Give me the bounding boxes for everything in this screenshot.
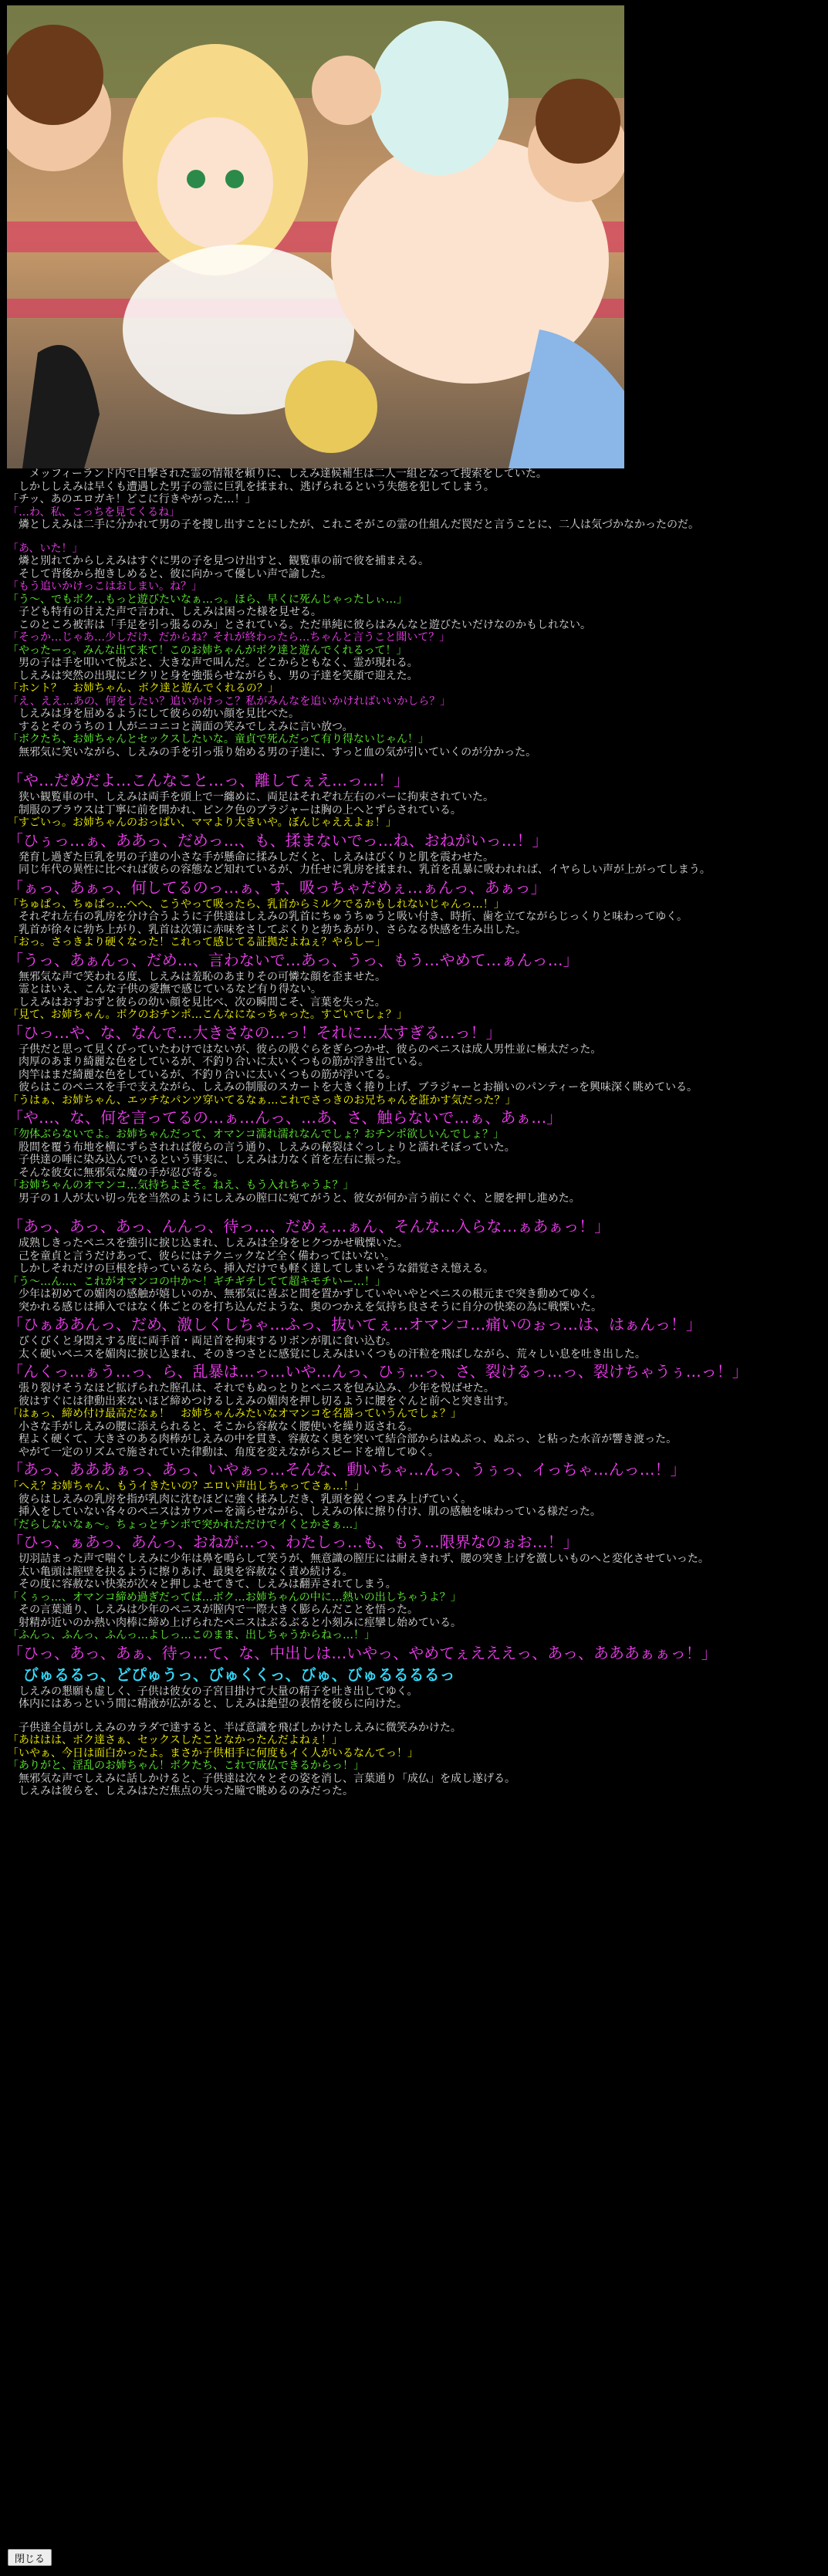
story-line: しえみの懇願も虚しく、子供は彼女の子宮目掛けて大量の精子を吐き出してゆく。 [8, 1685, 418, 1698]
story-line: 「ひぁああんっ、だめ、激しくしちゃ…ふっ、抜いてぇ…オマンコ…痛いのぉっ…は、はぁんっ！」 [8, 1315, 701, 1334]
story-line: 「あっ、あああぁっ、あっ、いやぁっ…そんな、動いちゃ…んっ、うぅっ、イっちゃ…んっ…！」 [8, 1460, 686, 1479]
story-line: 「だらしないなぁ～。ちょっとチンポで突かれただけでイくとかさぁ…」 [8, 1518, 364, 1531]
story-line: 子供だと思って見くびっていたわけではないが、彼らの股ぐらをぎらつかせ、彼らのペニスは成人男性並に極太だった。 [8, 1043, 602, 1056]
story-line: 「ひぅっ…ぁ、ああっ、だめっ…、も、揉まないでっ…ね、おねがいっ…！」 [8, 830, 548, 850]
story-line: 己を童貞と言うだけあって、彼らにはテクニックなど全く備わってはいない。 [8, 1249, 396, 1263]
story-line: しえみは彼らを、しえみはただ焦点の失った瞳で眺めるのみだった。 [8, 1785, 353, 1797]
story-line: 「おっ。さっきより硬くなった！これって感じてる証拠だよねぇ？やらしー」 [8, 936, 386, 948]
story-line: 「や…、な、何を言ってるの…ぁ…んっ、…あ、さ、触らないで…ぁ、あぁ…」 [8, 1108, 563, 1127]
story-line: 肉厚のあまり綺麗な色をしているが、不釣り合いに太いくつもの筋が浮き出ている。 [8, 1056, 429, 1068]
story-line: 子供達全員がしえみのカラダで達すると、半ば意識を飛ばしかけたしえみに微笑みかけた。 [8, 1721, 461, 1734]
story-line: そんな彼女に無邪気な魔の手が忍び寄る。 [8, 1166, 224, 1179]
story-line: 「へえ？お姉ちゃん、もうイきたいの？エロい声出しちゃってさぁ…！」 [8, 1480, 365, 1493]
story-line: 燐としえみは二手に分かれて男の子を捜し出すことにしたが、これこそがこの霊の仕組んだ罠だと言うことに、二人は気づかなかったのだ。 [8, 519, 699, 531]
story-line: 「そっか…じゃあ…少しだけ、だからね？それが終わったら…ちゃんと言うこと聞いて？」 [8, 631, 451, 644]
story-line: 男子の１人が太い切っ先を当然のようにしえみの膣口に宛てがうと、彼女が何か言う前にぐぐ、と腰を押し進めた。 [8, 1192, 580, 1205]
story-line: しえみは突然の出現にビクリと身を強張らせながらも、男の子達を笑顔で迎えた。 [8, 669, 418, 682]
story-line: しえみはおずおずと彼らの幼い顔を見比べ、次の瞬間こそ、言葉を失った。 [8, 996, 386, 1009]
story-line: 狭い観覧車の中、しえみは両手を頭上で一纏めに、両足はそれぞれ左右のバーに拘束されていた。 [8, 791, 494, 803]
story-text [8, 468, 822, 1798]
story-line: 太い亀頭は膣壁を抉るように擦りあげ、最奥を容赦なく責め続ける。 [8, 1565, 353, 1578]
story-line: 突かれる感じは挿入ではなく体ごとのを打ち込んだような、奥のつかえを気持ち良さそうに自分の快楽の為に戦慄いた。 [8, 1300, 602, 1313]
story-line: 「お姉ちゃんのオマンコ…気持ちよさそ。ねえ、もう入れちゃうよ？」 [8, 1179, 354, 1192]
paragraph-gap [8, 759, 822, 769]
story-line: 「見て、お姉ちゃん。ボクのおチンポ…こんなになっちゃった。すごいでしょ？」 [8, 1009, 407, 1021]
paragraph-gap [8, 1205, 822, 1215]
story-line: 子ども特有の甘えた声で言われ、しえみは困った様を見せる。 [8, 606, 322, 618]
story-line: 「すごいっ。お姉ちゃんのおっぱい、ママより大きいや。ぼんじゃええよぉ！」 [8, 816, 397, 829]
story-line: 「ふんっ、ふんっ、ふんっ…よしっ…このまま、出しちゃうからねっ…！」 [8, 1629, 375, 1641]
story-line: 「…わ、私、こっちを見てくるね」 [8, 505, 181, 519]
story-line: しかししえみは早くも遭遇した男子の霊に巨乳を揉まれ、逃げられるという失態を犯してしまう。 [8, 480, 495, 493]
story-line: 「ぁっ、あぁっ、何してるのっ…ぁ、す、吸っちゃだめぇ…ぁんっ、あぁっ」 [8, 877, 546, 897]
story-line: 「やったーっ。みんな出て来て！このお姉ちゃんがボク達と遊んでくれるって！」 [8, 644, 407, 657]
story-line: 「勿体ぶらないでよ。お姉ちゃんだって、オマンコ濡れ濡れなんでしょ？おチンポ欲しいんでしょ？」 [8, 1128, 505, 1141]
story-line: 「ひっ、ぁあっ、あんっ、おねが…っ、わたしっ…も、もう…限界なのぉお…！」 [8, 1533, 579, 1551]
story-line: 「や…だめだよ…こんなこと…っ、離してぇえ…っ…！」 [8, 771, 409, 789]
story-line: 「う～、でもボク…もっと遊びたいなぁ…っ。ほら、早くに死んじゃったしぃ…」 [8, 593, 407, 606]
story-line: 無邪気な声で笑われる度、しえみは羞恥のあまりその可憐な顔を歪ませた。 [8, 970, 386, 983]
story-line: 子供達の唾に染み込んでいるという事実に、しえみは力なく首を左右に振った。 [8, 1154, 407, 1166]
story-line: 乳首が徐々に勃ち上がり、乳首は次第に赤味をさしてぷくりと勃ちあがり、さらなる快感を生み出した。 [8, 923, 526, 936]
illustration-art [7, 5, 624, 468]
story-line: びくびくと身悶えする度に両手首・両足首を拘束するリボンが肌に食い込む。 [8, 1335, 397, 1347]
story-line: 「あっ、あっ、あっ、んんっ、待っ…、だめぇ…ぁん、そんな…入らな…ぁあぁっ！」 [8, 1217, 610, 1236]
story-line: 「んくっ…ぁう…っ、ら、乱暴は…っ…いや…んっ、ひぅ…っ、さ、裂けるっ…っ、裂けちゃうぅ…っ！」 [8, 1362, 748, 1381]
story-line: 男の子は手を叩いて悦ぶと、大きな声で叫んだ。どこからともなく、霊が現れる。 [8, 657, 418, 669]
story-line: びゅるるっ、どぴゅうっ、びゅくくっ、びゅ、びゅるるるるっ [8, 1665, 455, 1684]
story-line: 「もう追いかけっこはおしまい。ね？」 [8, 580, 202, 593]
story-line: 太く硬いペニスを媚肉に捩じ込まれ、そのきつさとに感覚にしえみはいくつもの汗粒を飛ばしながら、荒々しい息を吐き出した。 [8, 1347, 646, 1361]
story-line: 「ホント？ お姉ちゃん、ボク達と遊んでくれるの？」 [8, 682, 279, 695]
paragraph-gap [8, 1711, 822, 1722]
story-line: 彼らはしえみの乳房を指が乳肉に沈むほどに強く揉みしだき、乳頭を鋭くつまみ上げていく。 [8, 1493, 472, 1506]
story-line: 制服のブラウスは丁寧に前を開かれ、ピンク色のブラジャーは胸の上へとずらされている。 [8, 803, 461, 816]
story-line: メッフィーランド内で目撃された霊の情報を頼りに、しえみ達候補生は二人一組となって捜索をしていた。 [8, 468, 547, 480]
story-line: そして背後から抱きしめると、彼に向かって優しい声で諭した。 [8, 567, 332, 580]
story-illustration [7, 5, 624, 468]
story-line: 成熟しきったペニスを強引に捩じ込まれ、しえみは全身をヒクつかせ戦慄いた。 [8, 1237, 408, 1249]
story-line: 「ひっ、あっ、あぁ、待っ…て、な、中出しは…いやっ、やめてぇえええっ、あっ、あああぁぁっ！」 [8, 1643, 717, 1662]
paragraph-gap [8, 532, 822, 543]
story-line: その度に容赦ない快楽が次々と押しよせてきて、しえみは翻弄されてしまう。 [8, 1578, 397, 1591]
story-line: 「あははは、ボク達さぁ、セックスしたことなかったんだよねぇ！」 [8, 1734, 343, 1746]
story-line: 「ありがと、淫乱のお姉ちゃん！ボクたち、これで成仏できるからっ！」 [8, 1760, 364, 1772]
story-line: 「ボクたち、お姉ちゃんとセックスしたいな。童貞で死んだって有り得ないじゃん！」 [8, 733, 429, 745]
story-line: 股間を覆う布地を横にずらされれば彼らの言う通り、しえみの秘裂はぐっしょりと濡れそぼっていた。 [8, 1141, 515, 1154]
close-button[interactable]: 閉じる [8, 2549, 52, 2566]
story-line: 「はぁっ、締め付け最高だなぁ！ お姉ちゃんみたいなオマンコを名器っていうんでしょ？」 [8, 1408, 461, 1420]
story-line: するとそのうちの１人がニコニコと満面の笑みでしえみに言い放つ。 [8, 720, 353, 733]
story-line: 「あ、いた！」 [8, 542, 83, 555]
story-line: 「う～…ん…、これがオマンコの中か～！ギチギチしてて超キモチいー…！」 [8, 1275, 386, 1288]
story-line: その言葉通り、しえみは少年のペニスが膣内で一際大きく膨らんだことを悟った。 [8, 1604, 418, 1616]
story-line: 「チッ、あのエロガキ！どこに行きやがった…！」 [8, 493, 256, 505]
story-line: 「くぅっ…、オマンコ締め過ぎだってば…ボク…お姉ちゃんの中に…熱いの出しちゃうよ？」 [8, 1591, 461, 1604]
story-line: 同じ年代の異性に比べれば彼らの容態など知れているが、力任せに乳房を揉まれ、乳首を乱暴に吸われれば、イヤらしい声が上がってしまう。 [8, 864, 711, 876]
story-line: 程よく硬くて、大きさのある肉棒がしえみの中を貫き、容赦なく奥を突いて結合部からはぬぷっ、ぬぷっ、と粘った水音が響き渡った。 [8, 1433, 678, 1445]
story-line: やがて一定のリズムで施されていた律動は、角度を変えながらスピードを増してゆく。 [8, 1445, 439, 1459]
story-line: それぞれ左右の乳房を分け合うように子供達はしえみの乳首にちゅうちゅうと吸い付き、時折、歯を立てながらじっくりと味わってゆく。 [8, 911, 688, 923]
story-line: 「うはぁ、お姉ちゃん、エッチなパンツ穿いてるなぁ…これでさっきのお兄ちゃんを誑かす気だった？」 [8, 1094, 516, 1107]
story-line: 無邪気な声でしえみに話しかけると、子供達は次々とその姿を消し、言葉通り「成仏」を成し遂げる。 [8, 1772, 515, 1785]
story-line: 肉竿はまだ綺麗な色をしているが、不釣り合いに太いくつもの筋が浮いてる。 [8, 1068, 397, 1081]
story-line: 霊とはいえ、こんな子供の愛撫で感じているなど有り得ない。 [8, 983, 322, 996]
story-line: しえみは身を屈めるようにして彼らの幼い顔を見比べた。 [8, 708, 299, 720]
story-line: 少年は初めての媚肉の感触が嬉しいのか、無邪気に喜ぶと間を置かずしていやいやとペニスの根元まで突き動めてゆく。 [8, 1288, 602, 1300]
story-line: 「え、ええ…あの、何をしたい？追いかけっこ？私がみんなを追いかければいいかしら？」 [8, 695, 451, 708]
story-line: 発育し過ぎた巨乳を男の子達の小さな手が懸命に揉みしだくと、しえみはびくりと肌を震わせた。 [8, 850, 494, 864]
story-line: 切羽詰まった声で喘ぐしえみに少年は鼻を鳴らして笑うが、無意識の膣圧には耐えきれず、腰の突き上げを激しいものへと変化させていった。 [8, 1553, 709, 1565]
story-line: 「ひっ…や、な、なんで…大きさなの…っ！それに…太すぎる…っ！」 [8, 1023, 502, 1042]
story-line: 体内にはあっという間に精液が広がると、しえみは絶望の表情を彼らに向けた。 [8, 1698, 407, 1710]
story-line: 「ちゅぱっ、ちゅぱっ…へへ、こうやって吸ったら、乳首からミルクでるかもしれないじゃんっ…！」 [8, 898, 505, 911]
story-line: 挿入をしていない各々のペニスはカウパーを滴らせながら、しえみの体に擦り付け、肌の感触を味わっている様だった。 [8, 1506, 601, 1518]
story-line: しかしそれだけの巨根を持っているなら、挿入だけでも軽く達してしまいそうな錯覚さえ憶える。 [8, 1263, 494, 1275]
story-line: 射精が近いのか熱い肉棒に締め上げられたペニスはぶるぶると小刻みに痙攣し始めている。 [8, 1616, 461, 1629]
story-line: 彼らはこのペニスを手で支えながら、しえみの制服のスカートを大きく捲り上げ、ブラジャーとお揃いのパンティーを興味深く眺めている。 [8, 1081, 698, 1094]
story-line: 彼はすぐには律動出来ないほど締めつけるしえみの媚肉を押し切るように腰をぐんと前へと突き出す。 [8, 1394, 515, 1408]
story-line: 「うっ、あぁんっ、だめ…、言わないで…あっ、うっ、もう…やめて…ぁんっ…」 [8, 950, 579, 969]
story-line: 「いやぁ、今日は面白かったよ。まさか子供相手に何度もイく人がいるなんてっ！」 [8, 1746, 418, 1760]
story-line: このところ被害は「手足を引っ張るのみ」とされている。ただ単純に彼らはみんなと遊びたいだけなのかもしれない。 [8, 618, 591, 631]
story-line: 燐と別れてからしえみはすぐに男の子を見つけ出すと、観覧車の前で彼を捕まえる。 [8, 555, 429, 567]
story-line: 無邪気に笑いながら、しえみの手を引っ張り始める男の子達に、すっと血の気が引いていくのが分かった。 [8, 745, 537, 759]
story-line: 張り裂けそうなほど拡げられた膣孔は、それでもぬっとりとペニスを包み込み、少年を悦ばせた。 [8, 1382, 495, 1394]
story-line: 小さな手がしえみの腰に添えられると、そこから容赦なく腰使いを繰り返される。 [8, 1420, 418, 1433]
